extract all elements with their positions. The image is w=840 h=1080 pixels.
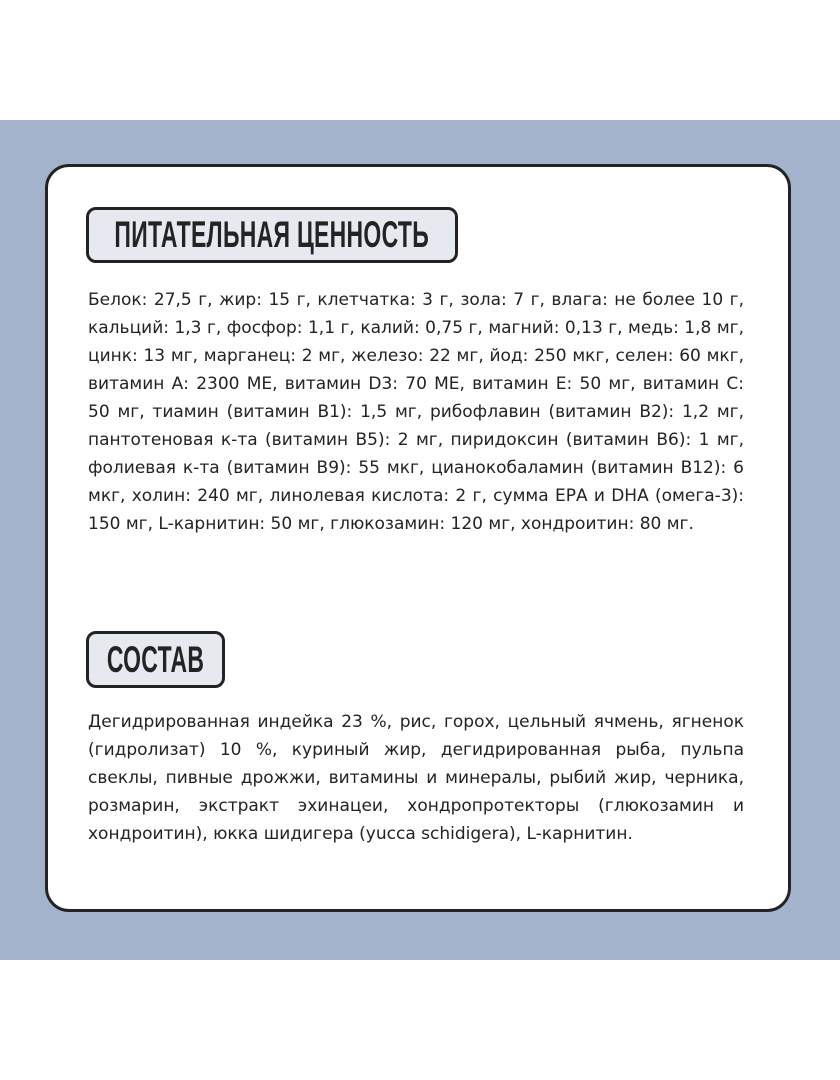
info-card [45,164,791,912]
nutrition-text: Белок: 27,5 г, жир: 15 г, клетчатка: 3 г, зола: 7 г, влага: не более 10 г, кальций: 1,3 г, фосфор: 1,1 г, калий: 0,75 г, магний: 0,13 г, медь: 1,8 мг, цинк: 13 мг, марганец: 2 мг, железо: 22 мг, йод: 250 мкг, селен: 60 мкг, витамин А: 2300 МЕ, витамин D3: 70 МЕ, витамин Е: 50 мг, витамин С: 50 мг, тиамин (витамин В1): 1,5 мг, рибофлавин (витамин В2): 1,2 мг, пантотеновая к-та (витамин В5): 2 мг, пиридоксин (витамин В6): 1 мг, фолиевая к-та (витамин В9): 55 мкг, цианокобаламин (витамин В12): 6 мкг, холин: 240 мг, линолевая кислота: 2 г, сумма ЕРА и DHA (омега-3): 150 мг, L-карнитин: 50 мг, глюкозамин: 120 мг, хондроитин: 80 мг. [88,290,744,534]
composition-text: Дегидрированная индейка 23 %, рис, горох, цельный ячмень, ягненок (гидролизат) 10 %, куриный жир, дегидрированная рыба, пульпа свеклы, пивные дрожжи, витамины и минералы, рыбий жир, черника, розмарин, экстракт эхинацеи, хондропротекторы (глюкозамин и хондроитин), юкка шидигера (yucca schidigera), L-карнитин. [88,712,744,844]
composition-heading: СОСТАВ [106,638,205,680]
composition-heading-box [86,631,225,688]
nutrition-heading: ПИТАТЕЛЬНАЯ ЦЕННОСТЬ [114,214,430,255]
nutrition-heading-box [86,207,458,263]
